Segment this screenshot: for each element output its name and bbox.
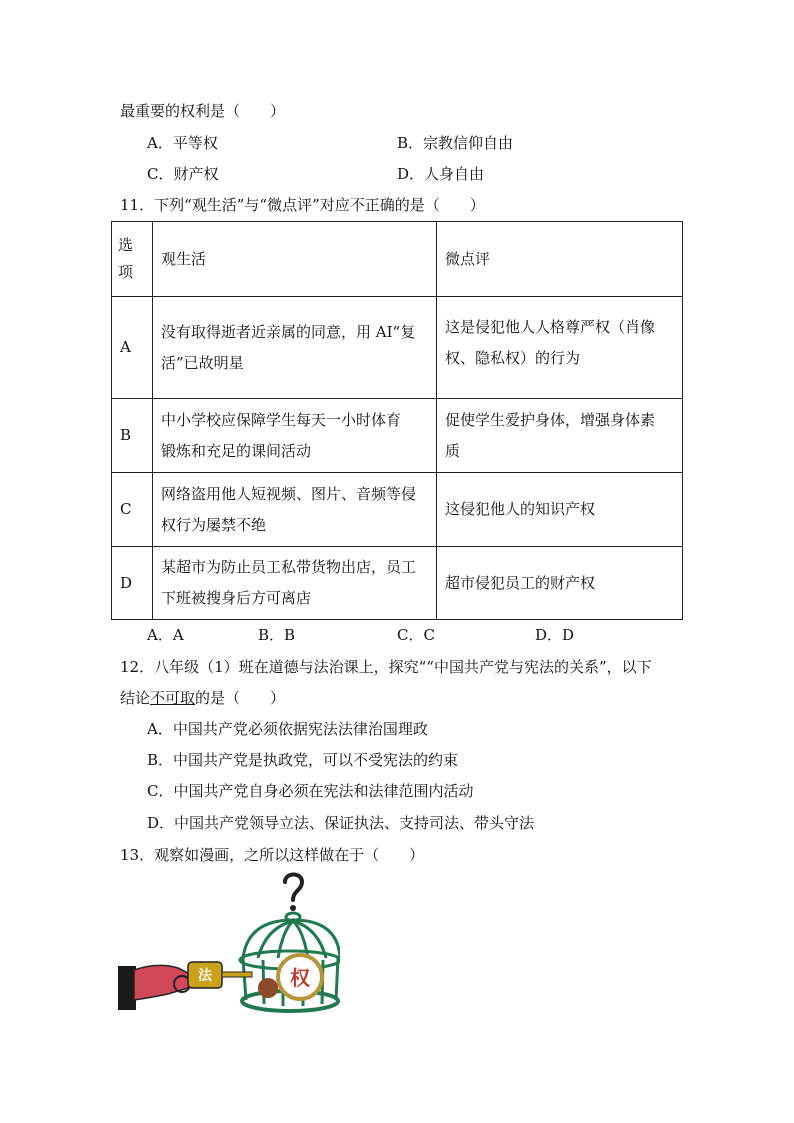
cartoon-image bbox=[118, 870, 340, 1015]
comment-line: 促使学生爱护身体，增强身体素 bbox=[445, 410, 656, 429]
header-option bbox=[112, 222, 153, 297]
life-line: 中小学校应保障学生每天一小时体育 bbox=[161, 410, 402, 429]
comment-line: 这侵犯他人的知识产权 bbox=[445, 500, 596, 518]
q10-stem-end: 最重要的权利是（ ） bbox=[120, 102, 286, 120]
q12-option-d: D．中国共产党领导立法、保证执法、支持司法、带头守法 bbox=[147, 814, 535, 832]
q10-option-d: D．人身自由 bbox=[397, 165, 485, 183]
comment-line: 超市侵犯员工的财产权 bbox=[445, 573, 596, 592]
q12-option-c: C．中国共产党自身必须在宪法和法律范围内活动 bbox=[147, 782, 474, 800]
q10-option-c: C．财产权 bbox=[147, 165, 219, 183]
key-shaft-icon bbox=[222, 972, 252, 977]
life-line: 下班被搜身后方可离店 bbox=[161, 589, 312, 607]
q12-stem-line1: 12．八年级（1）班在道德与法治课上，探究““中国共产党与宪法的关系”，以下 bbox=[120, 658, 652, 676]
life-line: 没有取得逝者近亲属的同意，用 AI“复 bbox=[161, 322, 416, 341]
row-label: D bbox=[112, 547, 153, 620]
q11-option-a: A．A bbox=[147, 626, 184, 644]
q11-option-c: C．C bbox=[397, 626, 435, 644]
comment-line: 权、隐私权）的行为 bbox=[445, 349, 581, 367]
row-life bbox=[153, 297, 437, 399]
row-comment bbox=[437, 473, 683, 547]
header-life: 观生活 bbox=[153, 222, 437, 297]
table-row bbox=[112, 473, 683, 547]
comment-line: 这是侵犯他人人格尊严权（肖像 bbox=[445, 318, 656, 336]
row-comment bbox=[437, 399, 683, 473]
row-life bbox=[153, 547, 437, 620]
header-comment: 微点评 bbox=[437, 222, 683, 297]
header-option-text: 选项 bbox=[118, 236, 134, 281]
q12-stem-post: 的是（ ） bbox=[195, 689, 286, 707]
row-label: B bbox=[112, 399, 153, 473]
table-row bbox=[112, 399, 683, 473]
life-line: 锻炼和充足的课间活动 bbox=[161, 441, 312, 460]
q11-stem: 11．下列“观生活”与“微点评”对应不正确的是（ ） bbox=[120, 196, 485, 214]
q11-option-b: B．B bbox=[258, 626, 296, 644]
q12-stem-line2 bbox=[120, 688, 285, 708]
hand-icon bbox=[134, 965, 193, 1000]
row-life bbox=[153, 399, 437, 473]
row-label: A bbox=[112, 297, 153, 399]
q11-option-d: D．D bbox=[535, 626, 575, 644]
life-line: 权行为屡禁不绝 bbox=[161, 515, 267, 534]
q10-option-b: B．宗教信仰自由 bbox=[397, 134, 514, 152]
life-line: 网络盗用他人短视频、图片、音频等侵 bbox=[161, 484, 417, 503]
table-header-row bbox=[112, 222, 683, 297]
row-comment bbox=[437, 297, 683, 399]
life-line: 活”已故明星 bbox=[161, 353, 244, 372]
q11-table bbox=[111, 221, 683, 620]
row-label: C bbox=[112, 473, 153, 547]
comment-line: 质 bbox=[445, 441, 461, 460]
question-mark-icon bbox=[285, 875, 302, 912]
q12-stem-pre: 结论 bbox=[120, 689, 151, 707]
q10-option-a: A．平等权 bbox=[147, 134, 218, 152]
key-symbol: 法 bbox=[198, 968, 212, 984]
row-life bbox=[153, 473, 437, 547]
q12-option-b: B．中国共产党是执政党，可以不受宪法的约束 bbox=[147, 751, 459, 769]
table-row bbox=[112, 547, 683, 620]
cage-symbol: 权 bbox=[290, 966, 310, 990]
q12-option-a: A．中国共产党必须依据宪法法律治国理政 bbox=[147, 720, 428, 738]
small-ball-icon bbox=[258, 978, 278, 998]
row-comment bbox=[437, 547, 683, 620]
q13-stem: 13．观察如漫画，之所以这样做在于（ ） bbox=[120, 846, 425, 864]
q12-stem-underline: 不可取 bbox=[150, 689, 196, 707]
table-row bbox=[112, 297, 683, 399]
life-line: 某超市为防止员工私带货物出店，员工 bbox=[161, 558, 417, 576]
